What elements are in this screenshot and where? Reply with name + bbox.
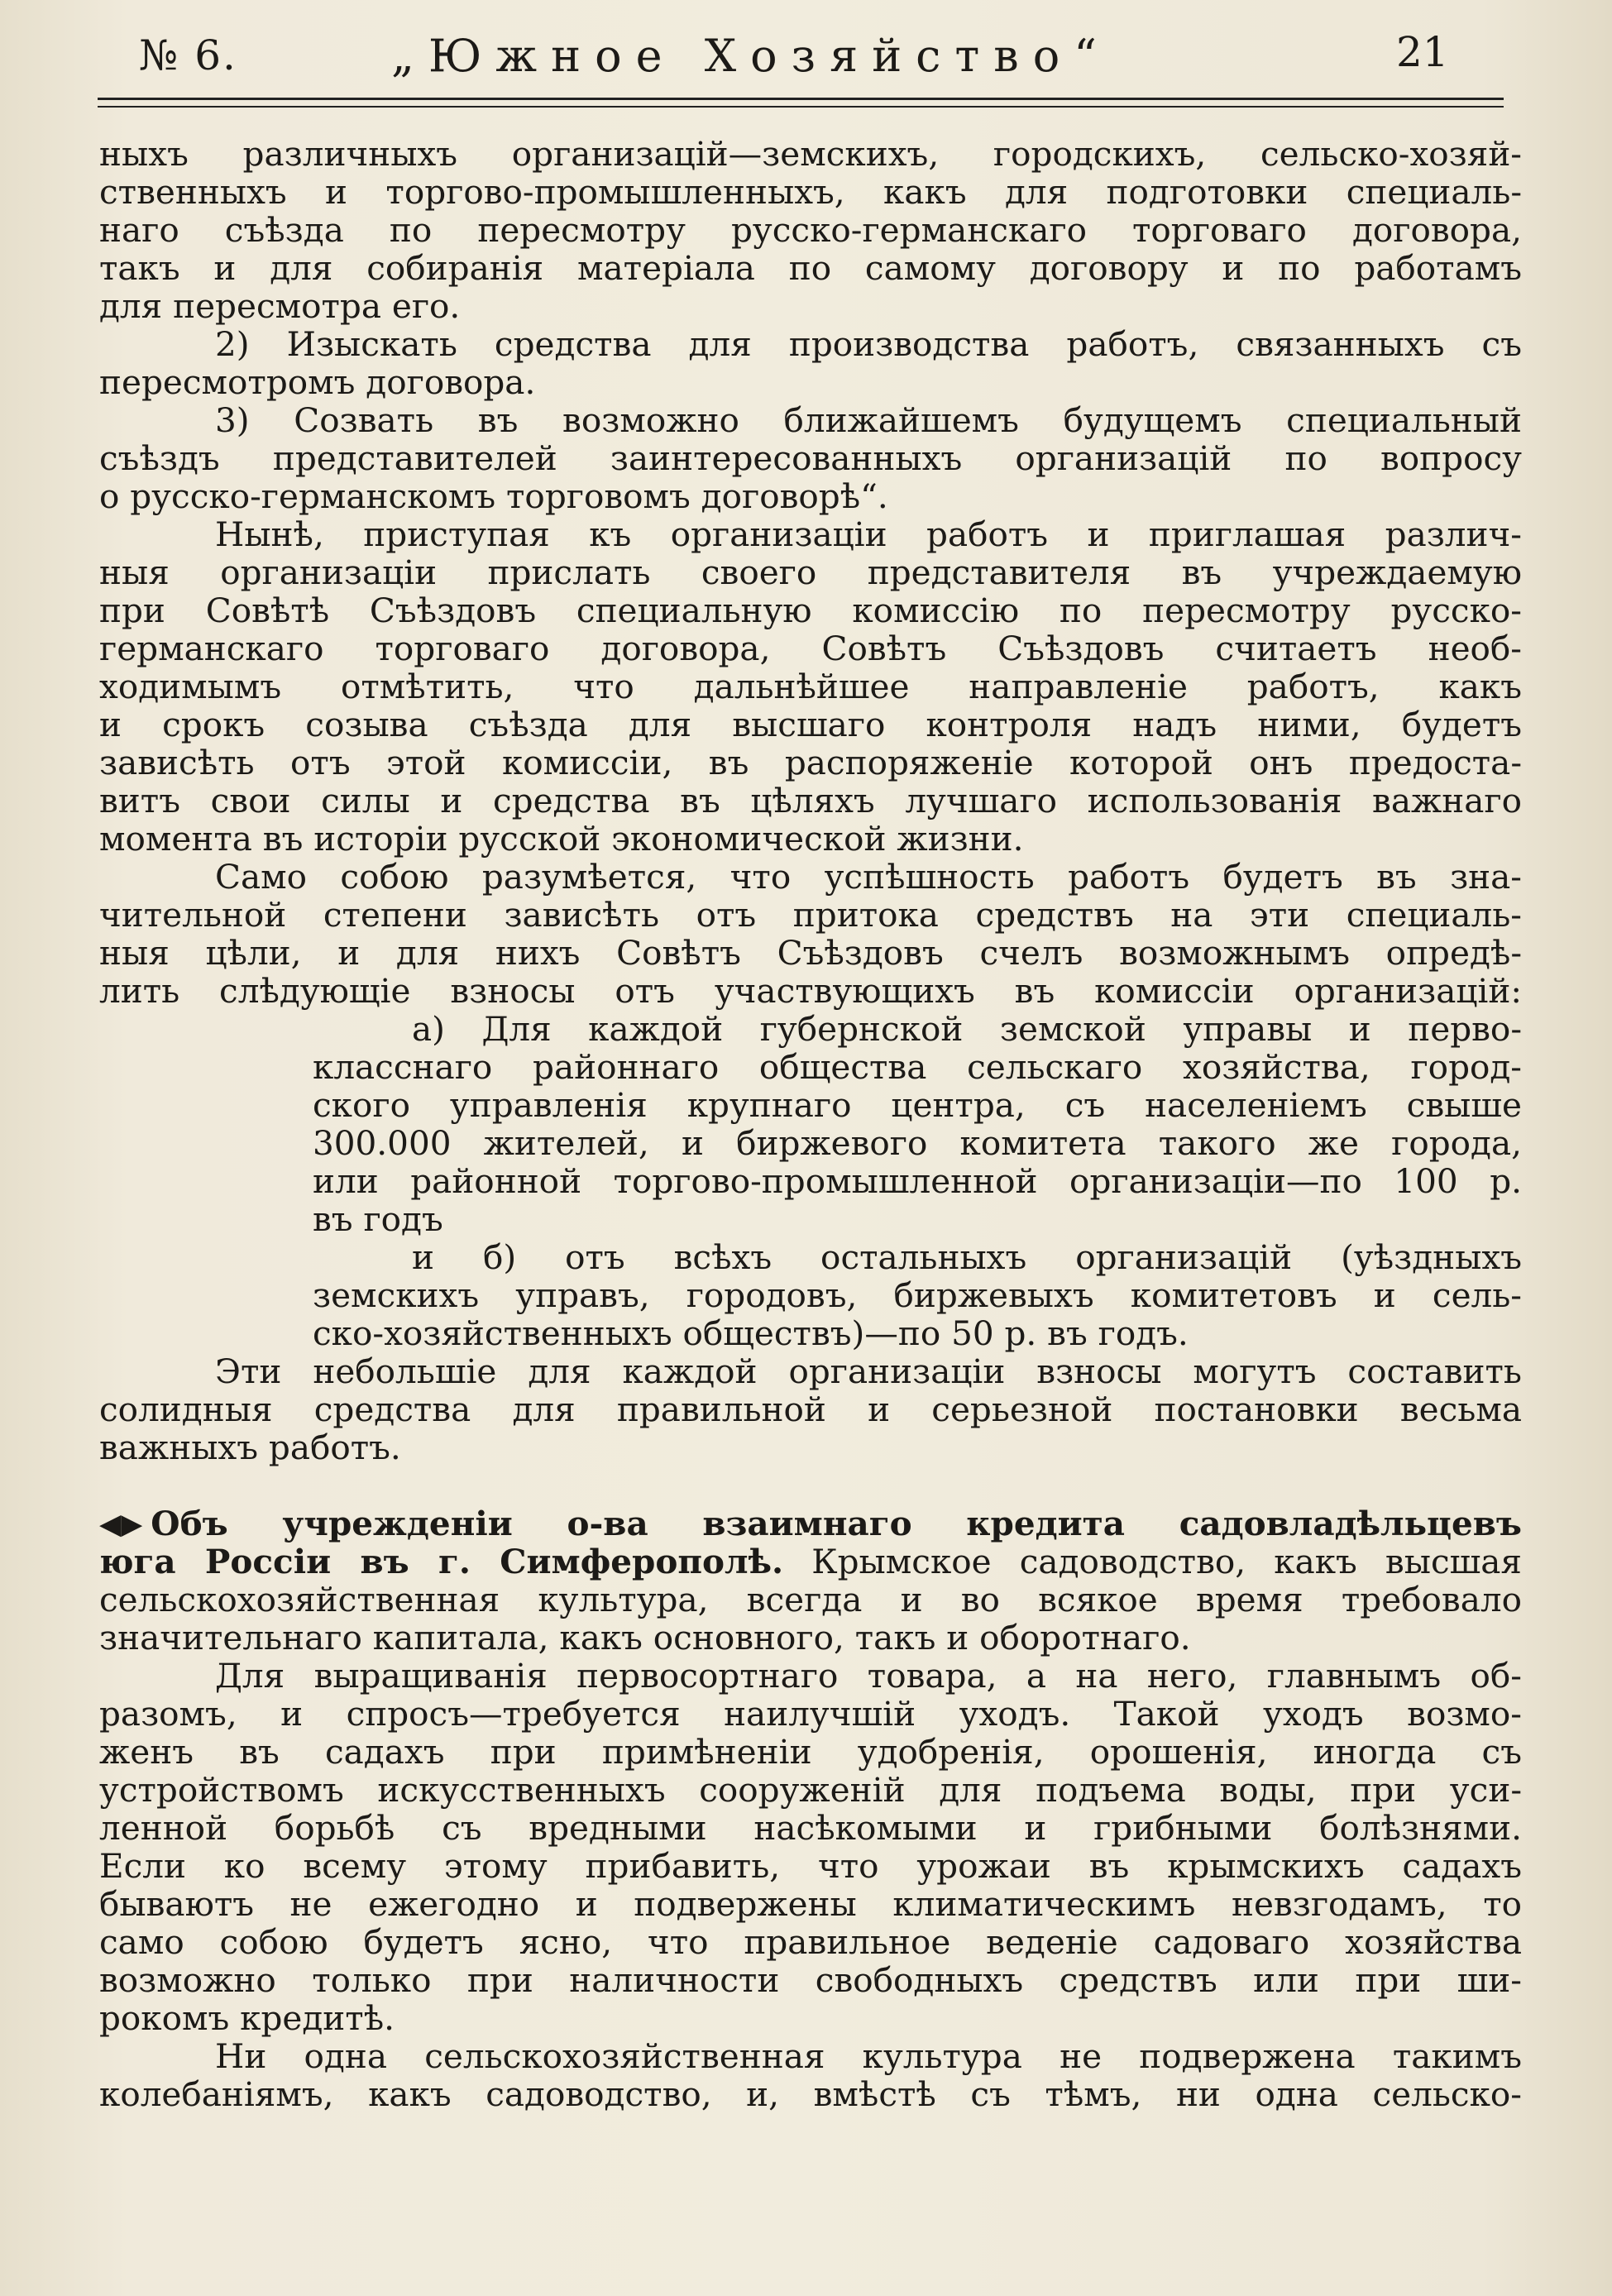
text-line: женъ въ садахъ при примѣненіи удобренія, орошенія, иногда съ	[99, 1733, 1522, 1771]
text-line: наго съѣзда по пересмотру русско-германскаго торговаго договора,	[99, 211, 1522, 249]
text-line: само собою будетъ ясно, что правильное веденіе садоваго хозяйства	[99, 1923, 1522, 1961]
header-rule-top	[98, 98, 1504, 100]
text-line: ныхъ различныхъ организацій—земскихъ, городскихъ, сельско-хозяй-	[99, 135, 1522, 173]
text-line: ственныхъ и торгово-промышленныхъ, какъ для подготовки специаль-	[99, 173, 1522, 211]
text-line: съѣздъ представителей заинтересованныхъ организацій по вопросу	[99, 439, 1522, 477]
resolution-text	[99, 135, 1522, 1466]
text-line: бываютъ не ежегодно и подвержены климатическимъ невзгодамъ, то	[99, 1885, 1522, 1923]
text-line: въ годъ	[313, 1200, 443, 1238]
section-bullet-icon: ◀▶	[99, 1508, 143, 1541]
journal-title: „Южное Хозяйство“	[391, 30, 1111, 82]
text-line: витъ свои силы и средства въ цѣляхъ лучшаго использованія важнаго	[99, 782, 1522, 820]
text-line: Само собою разумѣется, что успѣшность работъ будетъ въ зна-	[215, 858, 1522, 896]
text-line: Если ко всему этому прибавить, что урожаи въ крымскихъ садахъ	[99, 1847, 1522, 1885]
section-title-line	[99, 1543, 1522, 1581]
text-line: момента въ исторіи русской экономической жизни.	[99, 820, 1024, 858]
text-line: разомъ, и спросъ—требуется наилучшій уходъ. Такой уходъ возмо-	[99, 1695, 1522, 1733]
text-line: Нынѣ, приступая къ организаціи работъ и приглашая различ-	[215, 515, 1522, 553]
orchard-credit-text	[99, 1581, 1522, 2113]
text-line: колебаніямъ, какъ садоводство, и, вмѣстѣ съ тѣмъ, ни одна сельско-	[99, 2075, 1522, 2113]
section-heading	[99, 1504, 1522, 1581]
section-title-bold: юга Россіи въ г. Симферополѣ.	[99, 1543, 784, 1581]
text-line: рокомъ кредитѣ.	[99, 1999, 395, 2037]
text-line: Для выращиванія первосортнаго товара, а на него, главнымъ об-	[215, 1657, 1522, 1695]
text-line: сельскохозяйственная культура, всегда и во всякое время требовало	[99, 1581, 1522, 1619]
text-line: ходимымъ отмѣтить, что дальнѣйшее направленіе работъ, какъ	[99, 667, 1522, 706]
section-lead-text: Крымское садоводство, какъ высшая	[783, 1543, 1522, 1581]
text-line: класснаго районнаго общества сельскаго хозяйства, город-	[313, 1048, 1522, 1086]
text-line: ныя цѣли, и для нихъ Совѣтъ Съѣздовъ счелъ возможнымъ опредѣ-	[99, 934, 1522, 972]
text-line: лить слѣдующіе взносы отъ участвующихъ въ комиссіи организацій:	[99, 972, 1522, 1010]
issue-number: № 6.	[139, 31, 237, 79]
header-rule-bottom	[98, 106, 1504, 108]
section-gap	[99, 1466, 1522, 1504]
text-line: значительнаго капитала, какъ основного, такъ и оборотнаго.	[99, 1619, 1191, 1657]
article-body	[99, 135, 1522, 2113]
section-title-line: ◀▶ Объ учрежденіи о-ва взаимнаго кредита садовладѣльцевъ	[99, 1504, 1522, 1543]
page-number: 21	[1396, 28, 1449, 76]
running-header	[98, 23, 1504, 106]
text-line: земскихъ управъ, городовъ, биржевыхъ комитетовъ и сель-	[313, 1276, 1522, 1314]
text-line: устройствомъ искусственныхъ сооруженій для подъема воды, при уси-	[99, 1771, 1522, 1809]
text-line: германскаго торговаго договора, Совѣтъ Съѣздовъ считаетъ необ-	[99, 629, 1522, 667]
text-line: 300.000 жителей, и биржевого комитета такого же города,	[313, 1124, 1522, 1162]
text-line: для пересмотра его.	[99, 287, 461, 325]
text-line: чительной степени зависѣть отъ притока средствъ на эти специаль-	[99, 896, 1522, 934]
text-line: о русско-германскомъ торговомъ договорѣ“.	[99, 477, 888, 515]
text-line: 2) Изыскать средства для производства работъ, связанныхъ съ	[215, 325, 1522, 363]
text-line: а) Для каждой губернской земской управы и перво-	[412, 1010, 1522, 1048]
text-line: зависѣть отъ этой комиссіи, въ распоряженіе которой онъ предоста-	[99, 744, 1522, 782]
text-line: и б) отъ всѣхъ остальныхъ организацій (уѣздныхъ	[412, 1238, 1522, 1276]
text-line: Ни одна сельскохозяйственная культура не подвержена такимъ	[215, 2037, 1522, 2075]
text-line: пересмотромъ договора.	[99, 363, 536, 401]
text-line: ленной борьбѣ съ вредными насѣкомыми и грибными болѣзнями.	[99, 1809, 1522, 1847]
text-line: 3) Созвать въ возможно ближайшемъ будущемъ специальный	[215, 401, 1522, 439]
text-line: важныхъ работъ.	[99, 1428, 401, 1466]
text-line: ныя организаціи прислать своего представителя въ учреждаемую	[99, 553, 1522, 591]
text-line: такъ и для собиранія матеріала по самому договору и по работамъ	[99, 249, 1522, 287]
text-line: ского управленія крупнаго центра, съ населеніемъ свыше	[313, 1086, 1522, 1124]
text-line: солидныя средства для правильной и серьезной постановки весьма	[99, 1390, 1522, 1428]
text-line: при Совѣтѣ Съѣздовъ специальную комиссію по пересмотру русско-	[99, 591, 1522, 629]
text-line: Эти небольшіе для каждой организаціи взносы могутъ составить	[215, 1352, 1522, 1390]
text-line: возможно только при наличности свободныхъ средствъ или при ши-	[99, 1961, 1522, 1999]
text-line: или районной торгово-промышленной организаціи—по 100 р.	[313, 1162, 1522, 1200]
text-line: и срокъ созыва съѣзда для высшаго контроля надъ ними, будетъ	[99, 706, 1522, 744]
text-line: ско-хозяйственныхъ обществъ)—по 50 р. въ годъ.	[313, 1314, 1189, 1352]
